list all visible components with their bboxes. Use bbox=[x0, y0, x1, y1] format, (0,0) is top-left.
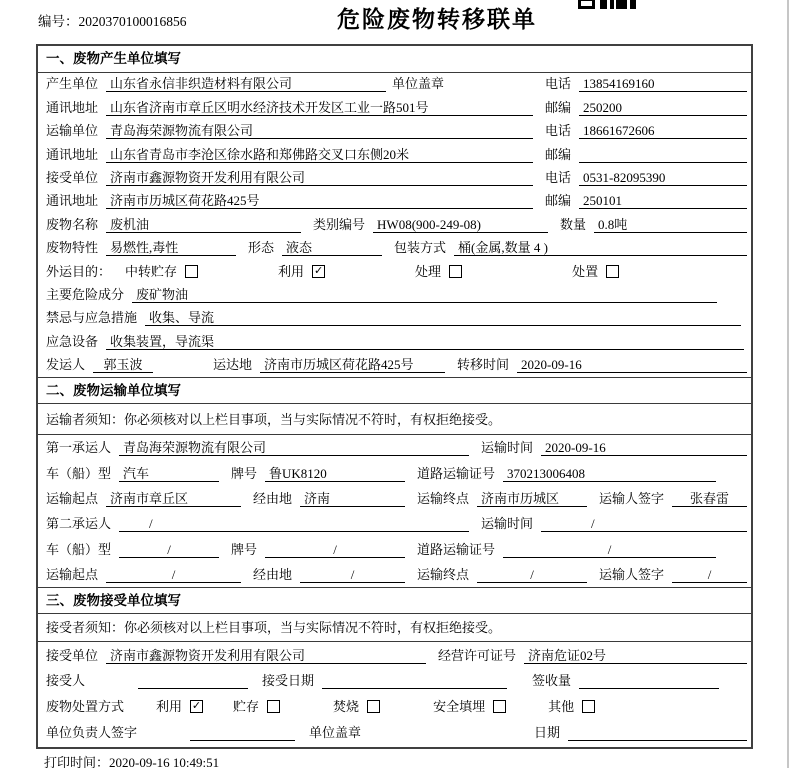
section-producer bbox=[38, 46, 751, 377]
section-producer-title: 一、废物产生单位填写 bbox=[38, 46, 751, 73]
field-label: 通讯地址 bbox=[46, 193, 99, 209]
checkbox-transit-storage bbox=[185, 265, 198, 278]
form-row-first-vehicle bbox=[38, 460, 751, 485]
vehicle-type-value: / bbox=[119, 541, 219, 558]
form-row-waste-name bbox=[38, 213, 751, 236]
field-label: 接受人 bbox=[46, 673, 86, 689]
field-label: 废物名称 bbox=[46, 216, 99, 232]
checkbox-label: 中转贮存 bbox=[125, 263, 178, 279]
accept-person-value bbox=[138, 672, 248, 689]
field-label: 邮编 bbox=[544, 146, 571, 162]
checkbox-storage bbox=[267, 700, 280, 713]
form-row-transfer-purpose bbox=[38, 260, 751, 283]
checkbox-group bbox=[125, 263, 198, 280]
checkbox-landfill bbox=[493, 700, 506, 713]
checkbox-label: 处置 bbox=[572, 263, 599, 279]
field-label: 主要危险成分 bbox=[46, 286, 125, 302]
form-row-second-route bbox=[38, 562, 751, 587]
producer-phone-value: 13854169160 bbox=[579, 75, 747, 92]
field-label: 运输终点 bbox=[417, 490, 470, 506]
form-row-disposal-method bbox=[38, 693, 751, 719]
accept-unit-value: 济南市鑫源物资开发利用有限公司 bbox=[106, 647, 426, 664]
field-label: 运输终点 bbox=[417, 566, 470, 582]
checkbox-label: 处理 bbox=[415, 263, 442, 279]
waste-quantity-value: 0.8吨 bbox=[594, 216, 747, 233]
vehicle-type-value: 汽车 bbox=[119, 465, 219, 482]
checkbox-other bbox=[582, 700, 595, 713]
field-label: 禁忌与应急措施 bbox=[46, 310, 138, 326]
form-row-receiver-address bbox=[38, 190, 751, 213]
first-carrier-value: 青岛海荣源物流有限公司 bbox=[119, 439, 469, 456]
checkbox-group bbox=[415, 263, 462, 280]
road-permit-value: 370213006408 bbox=[503, 465, 716, 482]
transporter-notice: 运输者须知：你必须核对以上栏目事项，当与实际情况不符时，有权拒绝接受。 bbox=[38, 404, 751, 435]
print-time-value: 2020-09-16 10:49:51 bbox=[109, 755, 220, 768]
consignor-name-value: 郭玉波 bbox=[93, 356, 153, 373]
producer-name-value: 山东省永信非织造材料有限公司 bbox=[106, 75, 386, 92]
section-receiver-title: 三、废物接受单位填写 bbox=[38, 587, 751, 614]
field-label: 运输时间 bbox=[481, 440, 534, 456]
field-label: 道路运输证号 bbox=[417, 541, 496, 557]
page-title: 危险废物转移联单 bbox=[337, 6, 537, 32]
route-origin-value: 济南市章丘区 bbox=[106, 490, 241, 507]
field-label: 运输单位 bbox=[46, 123, 99, 139]
checkbox-label: 其他 bbox=[548, 699, 575, 715]
responsible-signature-value bbox=[190, 724, 295, 741]
field-label: 废物处置方式 bbox=[46, 699, 125, 715]
road-permit-value: / bbox=[503, 541, 716, 558]
checkbox-group bbox=[233, 698, 280, 715]
field-label: 单位负责人签字 bbox=[46, 725, 138, 741]
unit-seal-label: 单位盖章 bbox=[309, 725, 362, 741]
field-label: 通讯地址 bbox=[46, 146, 99, 162]
print-time-label: 打印时间： bbox=[44, 755, 110, 768]
form-row-hazard-component bbox=[38, 284, 751, 307]
form-row-producer-unit bbox=[38, 73, 751, 96]
field-label: 转移时间 bbox=[457, 357, 510, 373]
form-row-accept-unit bbox=[38, 642, 751, 668]
receiver-notice: 接受者须知：你必须核对以上栏目事项，当与实际情况不符时，有权拒绝接受。 bbox=[38, 614, 751, 642]
waste-property-value: 易燃性,毒性 bbox=[106, 239, 236, 256]
section-transporter-title: 二、废物运输单位填写 bbox=[38, 377, 751, 404]
field-label: 电话 bbox=[544, 76, 571, 92]
field-label: 接受日期 bbox=[262, 673, 315, 689]
field-label: 经由地 bbox=[253, 566, 293, 582]
plate-number-value: 鲁UK8120 bbox=[265, 465, 405, 482]
field-label: 接受单位 bbox=[46, 169, 99, 185]
field-label: 运输起点 bbox=[46, 490, 99, 506]
received-quantity-value bbox=[579, 672, 719, 689]
field-label: 车（船）型 bbox=[46, 541, 112, 557]
section-receiver bbox=[38, 587, 751, 745]
carrier-signature-value: 张春雷 bbox=[672, 490, 747, 507]
route-end-value: 济南市历城区 bbox=[477, 490, 587, 507]
checkbox-treat bbox=[449, 265, 462, 278]
route-origin-value: / bbox=[106, 566, 241, 583]
waste-code-value: HW08(900-249-08) bbox=[373, 216, 548, 233]
route-via-value: / bbox=[300, 566, 405, 583]
checkbox-label: 利用 bbox=[278, 263, 305, 279]
checkbox-group bbox=[572, 263, 619, 280]
form-row-accept-person bbox=[38, 668, 751, 694]
route-end-value: / bbox=[477, 566, 587, 583]
unit-seal-label: 单位盖章 bbox=[392, 76, 445, 92]
form-row-transporter-address bbox=[38, 143, 751, 166]
field-label: 经营许可证号 bbox=[438, 647, 517, 663]
field-label: 运输人签字 bbox=[599, 566, 665, 582]
waste-form-value: 液态 bbox=[282, 239, 382, 256]
license-number-value: 济南危证02号 bbox=[524, 647, 747, 664]
transporter-address-value: 山东省青岛市李沧区徐水路和郑佛路交叉口东侧20米 bbox=[106, 146, 533, 163]
form-row-receiver-unit bbox=[38, 167, 751, 190]
form-row-consignor bbox=[38, 354, 751, 377]
checkbox-label: 贮存 bbox=[233, 699, 260, 715]
hazard-component-value: 废矿物油 bbox=[132, 286, 717, 303]
field-label: 道路运输证号 bbox=[417, 465, 496, 481]
field-label: 第一承运人 bbox=[46, 440, 112, 456]
field-label: 牌号 bbox=[231, 465, 258, 481]
first-transport-date-value: 2020-09-16 bbox=[541, 439, 747, 456]
field-label: 第二承运人 bbox=[46, 516, 112, 532]
field-label: 牌号 bbox=[231, 541, 258, 557]
field-label: 经由地 bbox=[253, 490, 293, 506]
field-label: 外运目的： bbox=[46, 263, 112, 279]
field-label: 运输时间 bbox=[481, 516, 534, 532]
carrier-signature-value: / bbox=[672, 566, 747, 583]
section-transporter bbox=[38, 377, 751, 587]
page-edge-line bbox=[787, 0, 789, 768]
accept-date-value bbox=[322, 672, 507, 689]
checkbox-group bbox=[548, 698, 595, 715]
field-label: 日期 bbox=[534, 725, 561, 741]
emergency-equipment-value: 收集装置，导流渠 bbox=[106, 333, 744, 350]
checkbox-label: 安全填埋 bbox=[433, 699, 486, 715]
field-label: 数量 bbox=[560, 216, 587, 232]
field-label: 形态 bbox=[248, 240, 275, 256]
transfer-date-value: 2020-09-16 bbox=[517, 356, 747, 373]
checkbox-group bbox=[333, 698, 380, 715]
print-time bbox=[44, 752, 219, 768]
emergency-measures-value: 收集、导流 bbox=[145, 309, 741, 326]
checkbox-group bbox=[433, 698, 506, 715]
second-carrier-value: / bbox=[119, 515, 469, 532]
field-label: 车（船）型 bbox=[46, 465, 112, 481]
field-label: 通讯地址 bbox=[46, 99, 99, 115]
route-via-value: 济南 bbox=[300, 490, 405, 507]
field-label: 发运人 bbox=[46, 357, 86, 373]
form-row-emergency-equipment bbox=[38, 330, 751, 353]
checkbox-group bbox=[278, 263, 325, 280]
field-label: 邮编 bbox=[544, 193, 571, 209]
checkbox-utilize: ✓ bbox=[191, 699, 202, 713]
second-transport-date-value: / bbox=[541, 515, 747, 532]
field-label: 邮编 bbox=[544, 99, 571, 115]
field-label: 应急设备 bbox=[46, 333, 99, 349]
receiver-address-value: 济南市历城区荷花路425号 bbox=[106, 192, 533, 209]
plate-number-value: / bbox=[265, 541, 405, 558]
checkbox-dispose bbox=[606, 265, 619, 278]
form-row-first-route bbox=[38, 486, 751, 511]
producer-address-value: 山东省济南市章丘区明水经济技术开发区工业一路501号 bbox=[106, 99, 533, 116]
form-row-second-carrier bbox=[38, 511, 751, 536]
packaging-value: 桶(金属,数量 4 ) bbox=[454, 239, 747, 256]
waste-name-value: 废机油 bbox=[106, 216, 301, 233]
field-label: 运达地 bbox=[213, 357, 253, 373]
form-row-producer-address bbox=[38, 96, 751, 119]
field-label: 包装方式 bbox=[394, 240, 447, 256]
seal-date-value bbox=[568, 724, 747, 741]
transporter-phone-value: 18661672606 bbox=[579, 122, 747, 139]
field-label: 产生单位 bbox=[46, 76, 99, 92]
form-row-waste-property bbox=[38, 237, 751, 260]
receiver-phone-value: 0531-82095390 bbox=[579, 169, 747, 186]
form-row-first-carrier bbox=[38, 435, 751, 460]
transporter-postcode-value bbox=[579, 146, 747, 163]
receiver-postcode-value: 250101 bbox=[579, 192, 747, 209]
form-row-emergency-measures bbox=[38, 307, 751, 330]
producer-postcode-value: 250200 bbox=[579, 99, 747, 116]
form-row-second-vehicle bbox=[38, 536, 751, 561]
field-label: 废物特性 bbox=[46, 240, 99, 256]
field-label: 运输起点 bbox=[46, 566, 99, 582]
receiver-name-value: 济南市鑫源物资开发利用有限公司 bbox=[106, 169, 533, 186]
form-row-responsible-signature bbox=[38, 719, 751, 745]
transporter-name-value: 青岛海荣源物流有限公司 bbox=[106, 122, 533, 139]
checkbox-label: 焚烧 bbox=[333, 699, 360, 715]
destination-value: 济南市历城区荷花路425号 bbox=[260, 356, 445, 373]
checkbox-utilize: ✓ bbox=[313, 263, 324, 277]
checkbox-label: 利用 bbox=[156, 699, 183, 715]
doc-number-value: 2020370100016856 bbox=[78, 14, 187, 29]
checkbox-group bbox=[156, 698, 203, 715]
doc-number-label: 编号： bbox=[38, 14, 79, 29]
form-row-transporter-unit bbox=[38, 120, 751, 143]
manifest-form bbox=[36, 44, 753, 749]
field-label: 电话 bbox=[544, 169, 571, 185]
field-label: 运输人签字 bbox=[599, 490, 665, 506]
field-label: 类别编号 bbox=[313, 216, 366, 232]
checkbox-incinerate bbox=[367, 700, 380, 713]
field-label: 签收量 bbox=[532, 673, 572, 689]
field-label: 接受单位 bbox=[46, 647, 99, 663]
field-label: 电话 bbox=[544, 123, 571, 139]
